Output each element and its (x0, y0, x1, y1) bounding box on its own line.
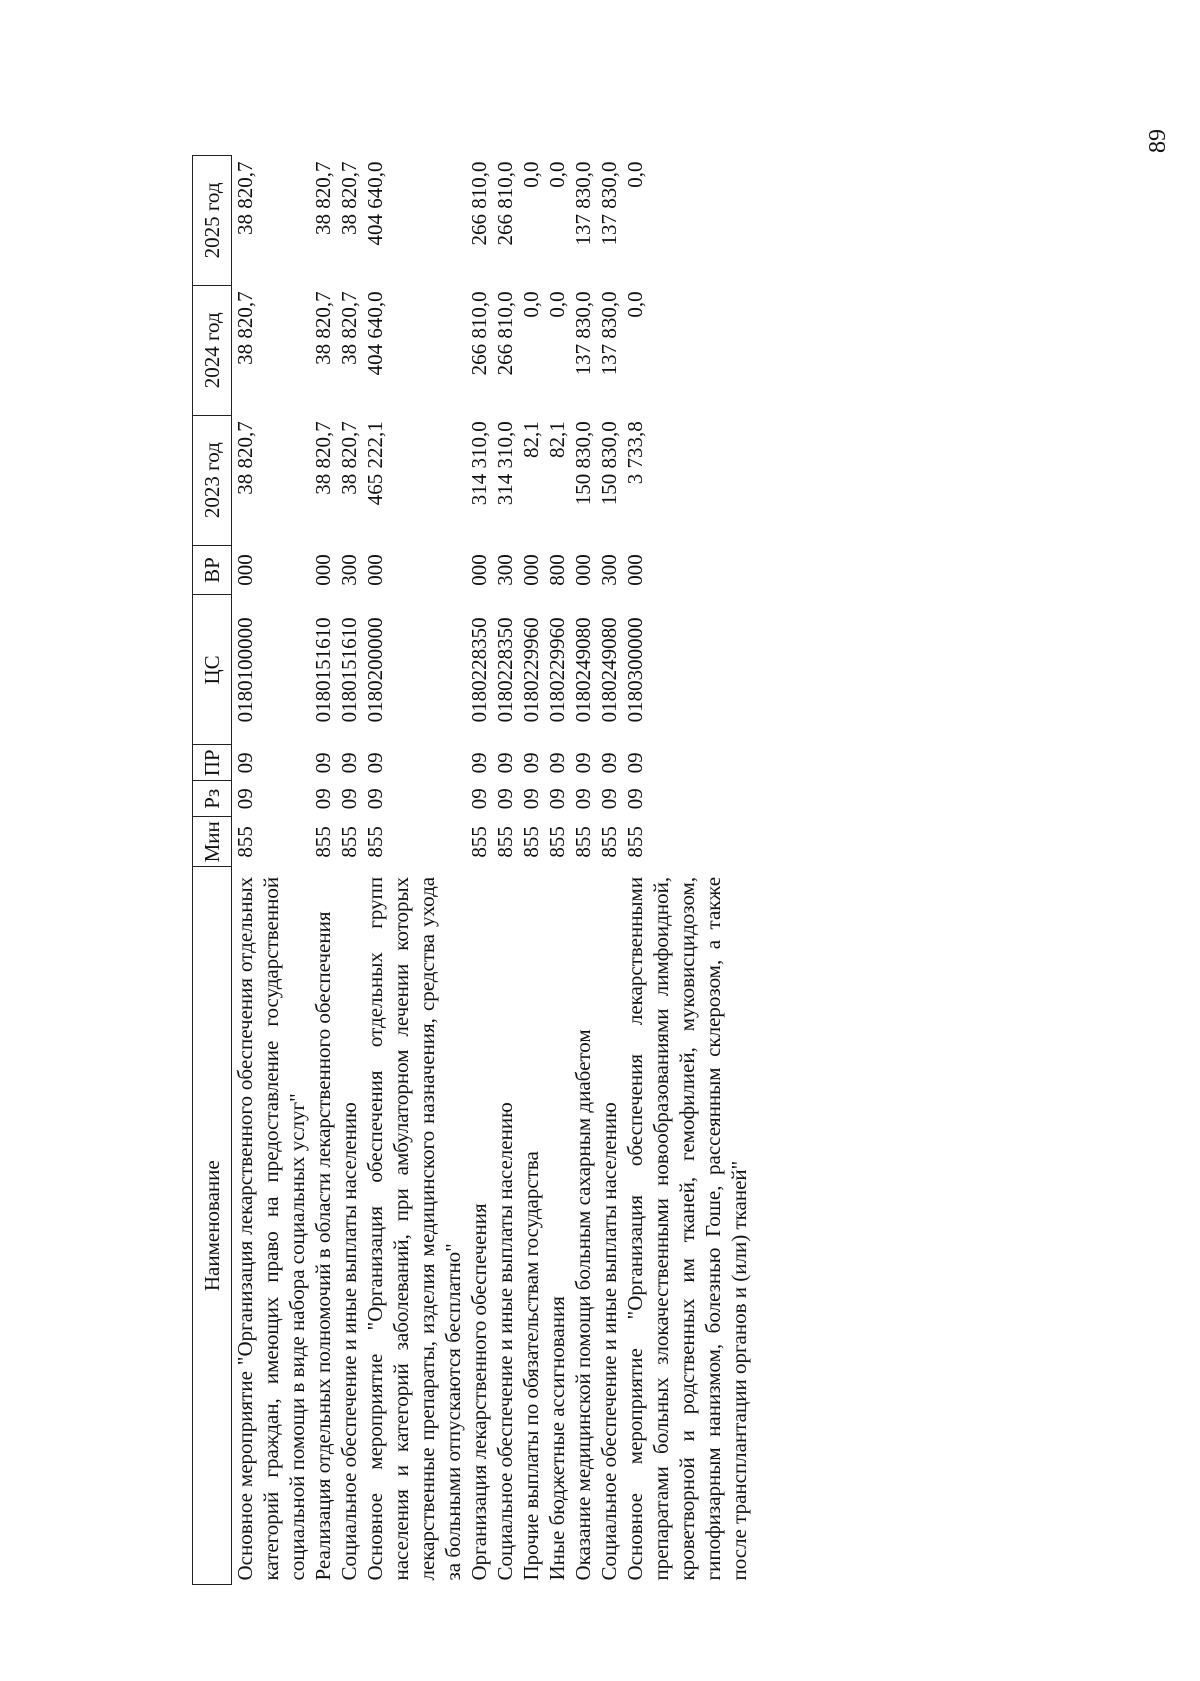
row-2024: 266 810,0 (493, 291, 517, 376)
row-2024: 137 830,0 (597, 291, 621, 376)
table-row (518, 156, 544, 1585)
row-rz: 09 (493, 788, 517, 810)
header-vr: ВР (193, 545, 232, 595)
row-vr: 300 (597, 554, 621, 586)
row-cs: 0180151610 (311, 617, 335, 723)
row-cs: 0180100000 (233, 617, 257, 723)
row-2024: 266 810,0 (467, 291, 491, 376)
row-name: Прочие выплаты по обязательствам государства (519, 1151, 543, 1581)
table-row (622, 156, 752, 1585)
row-vr: 000 (233, 554, 257, 586)
row-2025: 38 820,7 (337, 161, 361, 235)
row-2023: 465 222,1 (363, 421, 387, 506)
row-2023: 150 830,0 (571, 421, 595, 506)
row-2023: 150 830,0 (597, 421, 621, 506)
row-min: 855 (519, 826, 543, 858)
header-2023: 2023 год (193, 415, 232, 545)
row-rz: 09 (233, 788, 257, 810)
row-min: 855 (571, 826, 595, 858)
row-cs: 0180228350 (467, 617, 491, 723)
row-pr: 09 (571, 752, 595, 774)
row-min: 855 (363, 826, 387, 858)
row-rz: 09 (519, 788, 543, 810)
row-pr: 09 (597, 752, 621, 774)
row-2023: 38 820,7 (233, 421, 257, 495)
row-pr: 09 (545, 752, 569, 774)
row-vr: 000 (571, 554, 595, 586)
row-vr: 000 (519, 554, 543, 586)
row-2023: 82,1 (519, 421, 543, 458)
row-name: Иные бюджетные ассигнования (545, 1296, 569, 1581)
table-row (492, 156, 518, 1585)
row-2025: 137 830,0 (571, 161, 595, 246)
row-2025: 38 820,7 (233, 161, 257, 235)
row-vr: 300 (337, 554, 361, 586)
row-2025: 0,0 (623, 161, 647, 188)
table-row (570, 156, 596, 1585)
table-row (362, 156, 466, 1585)
row-vr: 000 (623, 554, 647, 586)
row-2024: 404 640,0 (363, 291, 387, 376)
row-rz: 09 (467, 788, 491, 810)
row-2025: 0,0 (519, 161, 543, 188)
row-pr: 09 (519, 752, 543, 774)
row-min: 855 (545, 826, 569, 858)
table-row (232, 156, 311, 1585)
row-name: Основное мероприятие "Организация обеспечения лекарственными препаратами больных злокачественными новообразованиями лимфоидной, кроветворной и родственных им тканей, гемофилией, муковисцидозом, гипофизарным нанизмом, болезнью Гоше, рассеянным склерозом, а также после трансплантации органов и (или) тканей" (623, 876, 751, 1581)
row-pr: 09 (623, 752, 647, 774)
row-rz: 09 (337, 788, 361, 810)
row-2024: 38 820,7 (337, 291, 361, 365)
row-pr: 09 (311, 752, 335, 774)
row-cs: 0180300000 (623, 617, 647, 723)
header-2024: 2024 год (193, 285, 232, 415)
table-header-row (193, 156, 232, 1585)
row-rz: 09 (311, 788, 335, 810)
row-cs: 0180228350 (493, 617, 517, 723)
row-2023: 38 820,7 (337, 421, 361, 495)
row-vr: 000 (467, 554, 491, 586)
row-vr: 300 (493, 554, 517, 586)
row-cs: 0180229960 (519, 617, 543, 723)
row-name: Основное мероприятие "Организация обеспечения отдельных групп населения и категорий заболеваний, при амбулаторном лечении которых лекарственные препараты, изделия медицинского назначения, средства ухода за больными отпускаются бесплатно" (363, 876, 465, 1581)
table-row (336, 156, 362, 1585)
row-2024: 0,0 (545, 291, 569, 318)
row-2024: 0,0 (519, 291, 543, 318)
row-vr: 800 (545, 554, 569, 586)
row-2023: 38 820,7 (311, 421, 335, 495)
table-row (544, 156, 570, 1585)
row-2025: 266 810,0 (493, 161, 517, 246)
row-2025: 38 820,7 (311, 161, 335, 235)
row-2024: 0,0 (623, 291, 647, 318)
row-min: 855 (597, 826, 621, 858)
table-row (466, 156, 492, 1585)
row-2023: 82,1 (545, 421, 569, 458)
row-min: 855 (311, 826, 335, 858)
table-row (596, 156, 622, 1585)
row-2023: 314 310,0 (493, 421, 517, 506)
row-min: 855 (337, 826, 361, 858)
row-cs: 0180249080 (597, 617, 621, 723)
row-vr: 000 (311, 554, 335, 586)
row-pr: 09 (337, 752, 361, 774)
row-name: Социальное обеспечение и иные выплаты населению (493, 1102, 517, 1581)
row-min: 855 (233, 826, 257, 858)
header-2025: 2025 год (193, 156, 232, 286)
row-cs: 0180200000 (363, 617, 387, 723)
row-cs: 0180151610 (337, 617, 361, 723)
row-cs: 0180229960 (545, 617, 569, 723)
header-cs: ЦС (193, 595, 232, 745)
row-name: Социальное обеспечение и иные выплаты населению (337, 1102, 361, 1581)
row-rz: 09 (623, 788, 647, 810)
row-2025: 266 810,0 (467, 161, 491, 246)
row-name: Реализация отдельных полномочий в области лекарственного обеспечения (311, 911, 335, 1581)
row-2025: 0,0 (545, 161, 569, 188)
row-rz: 09 (597, 788, 621, 810)
budget-table (192, 155, 752, 1585)
row-pr: 09 (467, 752, 491, 774)
row-min: 855 (467, 826, 491, 858)
row-pr: 09 (233, 752, 257, 774)
row-2024: 137 830,0 (571, 291, 595, 376)
table-row (310, 156, 336, 1585)
row-2023: 3 733,8 (623, 421, 647, 485)
row-2024: 38 820,7 (233, 291, 257, 365)
header-pr: ПР (193, 745, 232, 781)
row-pr: 09 (493, 752, 517, 774)
row-name: Основное мероприятие "Организация лекарственного обеспечения отдельных категорий граждан, имеющих право на предоставление государственной социальной помощи в виде набора социальных услуг" (233, 876, 309, 1581)
row-2025: 404 640,0 (363, 161, 387, 246)
row-min: 855 (623, 826, 647, 858)
row-2025: 137 830,0 (597, 161, 621, 246)
row-vr: 000 (363, 554, 387, 586)
row-name: Социальное обеспечение и иные выплаты населению (597, 1102, 621, 1581)
row-rz: 09 (571, 788, 595, 810)
header-name: Наименование (193, 867, 232, 1585)
row-pr: 09 (363, 752, 387, 774)
rotated-page-content (192, 155, 822, 1585)
page-number: 89 (1145, 129, 1171, 153)
row-name: Оказание медицинской помощи больным сахарным диабетом (571, 1029, 595, 1581)
row-rz: 09 (363, 788, 387, 810)
row-rz: 09 (545, 788, 569, 810)
row-cs: 0180249080 (571, 617, 595, 723)
row-name: Организация лекарственного обеспечения (467, 1203, 491, 1581)
row-2023: 314 310,0 (467, 421, 491, 506)
header-min: Мин (193, 817, 232, 867)
row-2024: 38 820,7 (311, 291, 335, 365)
row-min: 855 (493, 826, 517, 858)
header-rz: Рз (193, 781, 232, 817)
